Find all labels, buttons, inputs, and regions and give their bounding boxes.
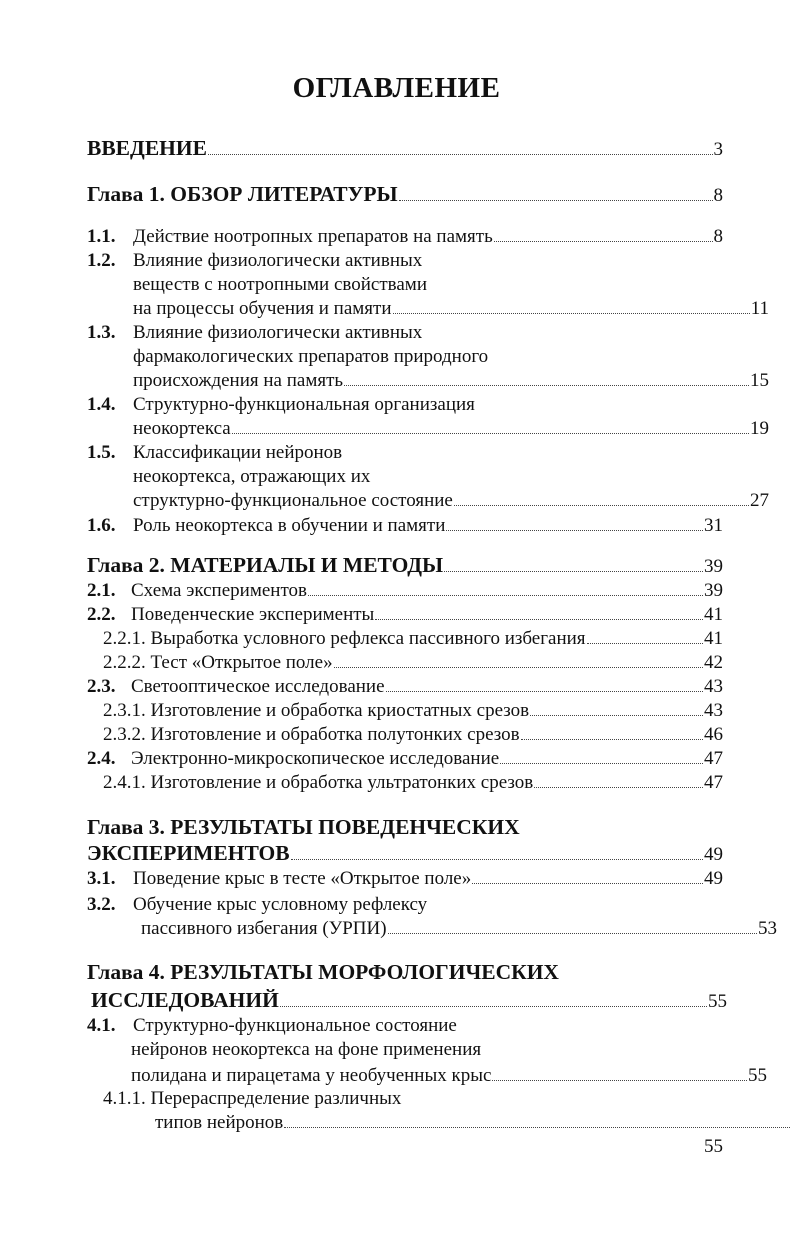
toc-entry-1-5[interactable] <box>87 442 723 466</box>
toc-entry-line[interactable] <box>87 1065 767 1089</box>
toc-entry-1-4[interactable] <box>87 394 723 418</box>
section-number: 1.2. <box>87 250 116 271</box>
entry-label: неокортекса, отражающих их <box>133 466 371 487</box>
leader-dots <box>375 619 703 620</box>
section-number: 2.3. <box>87 676 116 697</box>
page-number: 49 <box>704 844 723 865</box>
entry-label: Изготовление и обработка полутонких срезов <box>150 724 520 745</box>
section-number: 3.2. <box>87 894 116 915</box>
section-number: 1.1. <box>87 226 116 247</box>
entry-label: структурно-функциональное состояние <box>133 490 453 511</box>
toc-entry-line[interactable] <box>87 298 769 322</box>
section-number: 2.2.2. <box>103 652 146 673</box>
section-number: 1.6. <box>87 515 116 536</box>
page-number: 8 <box>713 185 723 206</box>
page-number: 43 <box>704 700 723 721</box>
toc-entry-1-1[interactable] <box>87 226 723 250</box>
toc-entry-line[interactable] <box>87 370 769 394</box>
toc-entry-2-2-2[interactable] <box>87 652 723 676</box>
entry-label: Структурно-функциональная организация <box>133 394 475 415</box>
page-number: 47 <box>704 772 723 793</box>
leader-dots <box>344 385 749 386</box>
leader-dots <box>280 1006 707 1007</box>
page-number: 11 <box>750 298 769 319</box>
toc-entry-2-3[interactable] <box>87 676 723 700</box>
leader-dots <box>521 739 703 740</box>
entry-label: Светооптическое исследование <box>131 676 385 697</box>
leader-dots <box>232 433 749 434</box>
leader-dots <box>386 691 703 692</box>
entry-label: на процессы обучения и памяти <box>133 298 392 319</box>
leader-dots <box>530 715 703 716</box>
toc-entry-2-3-1[interactable] <box>87 700 723 724</box>
entry-label: Схема экспериментов <box>131 580 307 601</box>
toc-entry-1-6[interactable] <box>87 515 723 539</box>
entry-label: Структурно-функциональное состояние <box>133 1015 457 1036</box>
toc-entry-chapter-4[interactable] <box>87 960 723 988</box>
toc-entry-chapter-3[interactable] <box>87 815 723 843</box>
page-number: 41 <box>704 628 723 649</box>
toc-entry-line <box>87 274 769 298</box>
page-number: 55 <box>708 991 727 1012</box>
page-number: 19 <box>750 418 769 439</box>
section-number: 4.1. <box>87 1015 116 1036</box>
page-number: 41 <box>704 604 723 625</box>
leader-dots <box>444 571 703 572</box>
section-number: 1.3. <box>87 322 116 343</box>
page-number: 43 <box>704 676 723 697</box>
toc-entry-intro[interactable] <box>87 136 723 164</box>
toc-entry-line <box>87 346 769 370</box>
entry-label: Обучение крыс условному рефлексу <box>133 894 428 915</box>
leader-dots <box>399 200 713 201</box>
entry-label: происхождения на память <box>133 370 344 391</box>
section-number: 2.3.1. <box>103 700 146 721</box>
leader-dots <box>334 667 703 668</box>
page-number: 42 <box>704 652 723 673</box>
page-number: 27 <box>750 490 769 511</box>
section-number: 2.3.2. <box>103 724 146 745</box>
leader-dots <box>393 313 750 314</box>
toc-entry-line[interactable] <box>87 490 769 514</box>
leader-dots <box>454 505 749 506</box>
section-number: 1.5. <box>87 442 116 463</box>
toc-entry-3-2[interactable] <box>87 894 723 918</box>
section-number: 1.4. <box>87 394 116 415</box>
leader-dots <box>492 1080 747 1081</box>
page-title: ОГЛАВЛЕНИЕ <box>292 72 501 104</box>
section-number: 2.1. <box>87 580 116 601</box>
section-number: 2.2. <box>87 604 116 625</box>
toc-entry-line[interactable] <box>87 1136 723 1160</box>
toc-entry-4-1[interactable] <box>87 1015 723 1039</box>
page-number: 39 <box>704 580 723 601</box>
entry-label: Классификации нейронов <box>133 442 343 463</box>
page-number: 55 <box>748 1065 767 1086</box>
toc-entry-chapter-1[interactable] <box>87 182 723 210</box>
section-number: 2.2.1. <box>103 628 146 649</box>
entry-label: типов нейронов <box>155 1112 284 1133</box>
entry-label: ЭКСПЕРИМЕНТОВ <box>87 841 290 865</box>
entry-label: Влияние физиологически активных <box>133 250 423 271</box>
entry-label: фармакологических препаратов природного <box>133 346 489 367</box>
toc-entry-2-2[interactable] <box>87 604 723 628</box>
page-number: 15 <box>750 370 769 391</box>
toc-entry-3-1[interactable] <box>87 868 723 892</box>
page-number: 55 <box>704 1136 723 1157</box>
entry-label: Глава 4. РЕЗУЛЬТАТЫ МОРФОЛОГИЧЕСКИХ <box>87 960 559 984</box>
leader-dots <box>208 154 713 155</box>
section-number: 2.4. <box>87 748 116 769</box>
entry-label: Тест «Открытое поле» <box>150 652 333 673</box>
section-number: 3.1. <box>87 868 116 889</box>
toc-entry-2-4[interactable] <box>87 748 723 772</box>
entry-label: Роль неокортекса в обучении и памяти <box>133 515 446 536</box>
entry-label: Изготовление и обработка ультратонких срезов <box>150 772 534 793</box>
toc-entry-2-1[interactable] <box>87 580 723 604</box>
entry-label: Поведенческие эксперименты <box>131 604 375 625</box>
leader-dots <box>284 1127 790 1128</box>
entry-label: веществ с ноотропными свойствами <box>133 274 427 295</box>
toc-entry-line[interactable] <box>87 918 777 942</box>
entry-label: Выработка условного рефлекса пассивного избегания <box>150 628 586 649</box>
leader-dots <box>494 241 713 242</box>
section-number: 2.4.1. <box>103 772 146 793</box>
leader-dots <box>308 595 703 596</box>
page-number: 31 <box>704 515 723 536</box>
toc-entry-line[interactable] <box>87 418 769 442</box>
toc-entry-line <box>87 1039 767 1063</box>
entry-label: Электронно-микроскопическое исследование <box>131 748 500 769</box>
entry-label: Действие ноотропных препаратов на память <box>133 226 493 247</box>
entry-label: неокортекса <box>133 418 231 439</box>
entry-label: Изготовление и обработка криостатных срезов <box>150 700 530 721</box>
toc-entry-line[interactable] <box>87 1112 791 1136</box>
entry-label: полидана и пирацетама у необученных крыс <box>131 1065 492 1086</box>
leader-dots <box>500 763 703 764</box>
entry-label: Глава 2. МАТЕРИАЛЫ И МЕТОДЫ <box>87 553 444 577</box>
toc-entry-line <box>87 466 769 490</box>
toc-entry-2-4-1[interactable] <box>87 772 723 796</box>
section-number: 4.1.1. <box>103 1088 146 1109</box>
toc-entry-2-3-2[interactable] <box>87 724 723 748</box>
leader-dots <box>534 787 703 788</box>
entry-label: Глава 1. ОБЗОР ЛИТЕРАТУРЫ <box>87 182 398 206</box>
entry-label: нейронов неокортекса на фоне применения <box>131 1039 482 1060</box>
page-number: 53 <box>758 918 777 939</box>
entry-label: Поведение крыс в тесте «Открытое поле» <box>133 868 472 889</box>
page-number: 47 <box>704 748 723 769</box>
toc-entry-line[interactable] <box>87 988 727 1016</box>
toc-entry-1-3[interactable] <box>87 322 723 346</box>
toc-entry-chapter-2[interactable] <box>87 553 723 581</box>
leader-dots <box>587 643 703 644</box>
entry-label: пассивного избегания (УРПИ) <box>141 918 387 939</box>
entry-label: ВВЕДЕНИЕ <box>87 136 207 160</box>
page-number: 49 <box>704 868 723 889</box>
leader-dots <box>291 859 703 860</box>
entry-label: Глава 3. РЕЗУЛЬТАТЫ ПОВЕДЕНЧЕСКИХ <box>87 815 520 839</box>
leader-dots <box>446 530 703 531</box>
leader-dots <box>472 883 703 884</box>
entry-label: Влияние физиологически активных <box>133 322 423 343</box>
page-number: 8 <box>713 226 723 247</box>
entry-label: ИССЛЕДОВАНИЙ <box>91 988 279 1012</box>
page-number: 3 <box>713 139 723 160</box>
toc-entry-1-2[interactable] <box>87 250 723 274</box>
toc-entry-4-1-1[interactable] <box>87 1088 723 1112</box>
page-number: 39 <box>704 556 723 577</box>
toc-entry-2-2-1[interactable] <box>87 628 723 652</box>
leader-dots <box>388 933 757 934</box>
page-number: 46 <box>704 724 723 745</box>
toc-entry-line[interactable] <box>87 841 723 869</box>
entry-label: Перераспределение различных <box>150 1088 402 1109</box>
